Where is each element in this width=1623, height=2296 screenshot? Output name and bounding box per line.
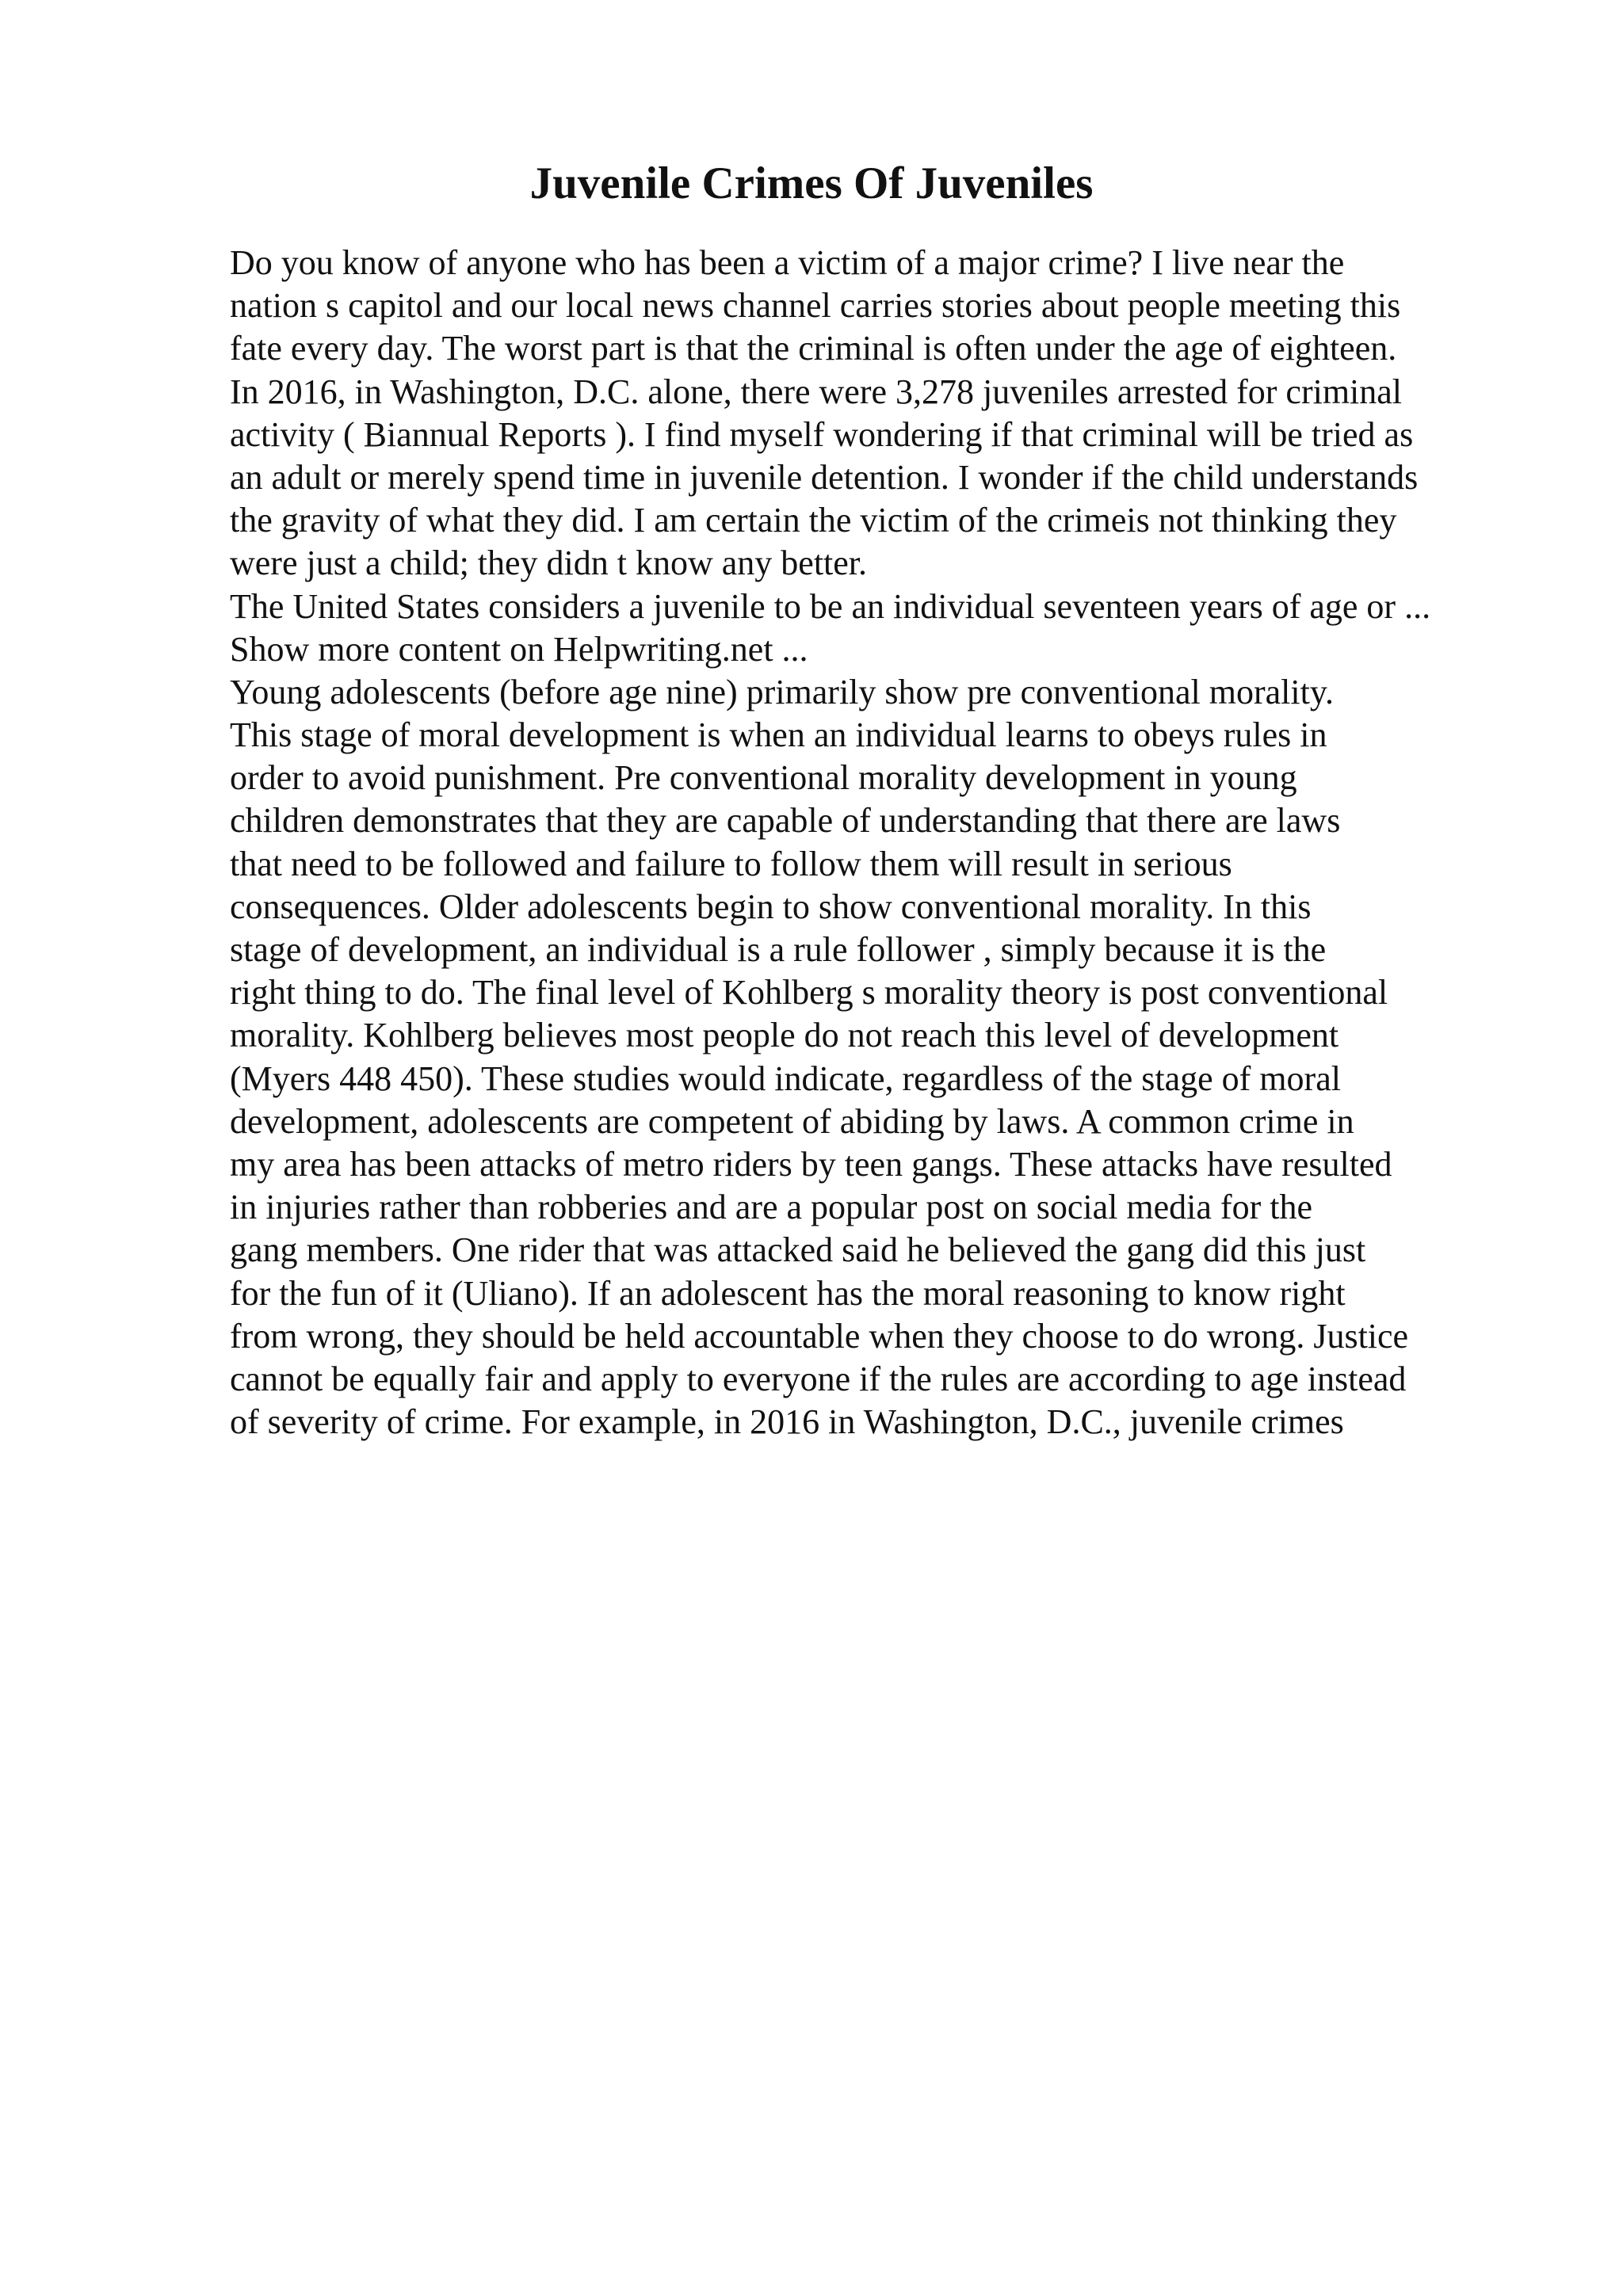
text-line: development, adolescents are competent of abiding by laws. A common crime in <box>230 1101 1354 1141</box>
document-body <box>230 242 1529 1444</box>
text-line: Young adolescents (before age nine) primarily show pre conventional morality. <box>230 672 1334 711</box>
text-line: The United States considers a juvenile to be an individual seventeen years of age or ... <box>230 586 1431 626</box>
text-line: my area has been attacks of metro riders by teen gangs. These attacks have resulted <box>230 1144 1392 1184</box>
text-line: an adult or merely spend time in juvenile detention. I wonder if the child understands <box>230 457 1419 497</box>
text-line: for the fun of it (Uliano). If an adolescent has the moral reasoning to know right <box>230 1273 1346 1313</box>
text-line: in injuries rather than robberies and are a popular post on social media for the <box>230 1188 1312 1227</box>
text-line: the gravity of what they did. I am certain the victim of the crimeis not thinking they <box>230 501 1397 540</box>
text-line: from wrong, they should be held accountable when they choose to do wrong. Justice <box>230 1316 1409 1356</box>
text-line: gang members. One rider that was attacked said he believed the gang did this just <box>230 1230 1366 1270</box>
text-line: were just a child; they didn t know any better. <box>230 543 868 583</box>
text-line: children demonstrates that they are capable of understanding that there are laws <box>230 801 1341 841</box>
text-line: fate every day. The worst part is that the criminal is often under the age of eighteen. <box>230 329 1397 368</box>
text-line: activity ( Biannual Reports ). I find myself wondering if that criminal will be tried as <box>230 414 1414 454</box>
show-more-link[interactable]: Show more content on Helpwriting.net ... <box>230 629 808 669</box>
text-line: of severity of crime. For example, in 2016 in Washington, D.C., juvenile crimes <box>230 1402 1344 1442</box>
text-line: (Myers 448 450). These studies would indicate, regardless of the stage of moral <box>230 1058 1341 1098</box>
text-line: stage of development, an individual is a rule follower , simply because it is the <box>230 930 1327 969</box>
document-title: Juvenile Crimes Of Juveniles <box>529 158 1094 208</box>
text-line: nation s capitol and our local news channel carries stories about people meeting this <box>230 286 1401 326</box>
text-line: In 2016, in Washington, D.C. alone, there were 3,278 juveniles arrested for criminal <box>230 372 1403 411</box>
text-line: Do you know of anyone who has been a victim of a major crime? I live near the <box>230 243 1345 282</box>
text-line: consequences. Older adolescents begin to show conventional morality. In this <box>230 887 1312 926</box>
text-line: that need to be followed and failure to follow them will result in serious <box>230 844 1232 883</box>
text-line: cannot be equally fair and apply to everyone if the rules are according to age instead <box>230 1359 1407 1398</box>
text-line: This stage of moral development is when an individual learns to obeys rules in <box>230 715 1327 755</box>
text-line: right thing to do. The final level of Kohlberg s morality theory is post conventional <box>230 973 1388 1013</box>
text-line: morality. Kohlberg believes most people do not reach this level of development <box>230 1016 1339 1055</box>
text-line: order to avoid punishment. Pre conventional morality development in young <box>230 758 1297 798</box>
